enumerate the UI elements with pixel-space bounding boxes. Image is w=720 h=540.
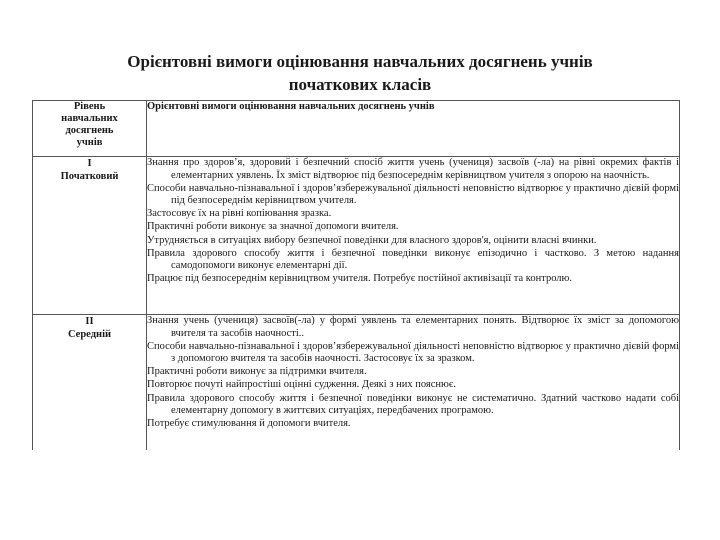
level-cell bbox=[33, 157, 147, 315]
requirements-cell bbox=[147, 157, 680, 315]
requirement-item: Практичні роботи виконує за підтримки вчителя. bbox=[147, 366, 367, 378]
level-roman: II bbox=[85, 316, 94, 327]
level-cell bbox=[33, 315, 147, 451]
header-level-text: Рівень bbox=[73, 101, 106, 112]
level-name: Початковий bbox=[60, 171, 119, 182]
requirement-item: Правила здорового способу життя і безпечної поведінки виконує епізодично і частково. З метою надання самодопомоги виконує елементарні дії. bbox=[147, 247, 679, 272]
requirement-item: Способи навчально-пізнавальної і здоров’язбережувальної діяльності неповністю відтворює у практично дієвій формі з допомогою вчителя та засобів наочності. Застосовує їх за зразком. bbox=[147, 340, 679, 365]
table-header-row bbox=[33, 101, 680, 157]
requirement-item: Знання про здоров’я, здоровий і безпечний спосіб життя учень (учениця) засвоїв (-ла) на рівні окремих фактів і елементарних уявлень. Їх зміст відтворює під безпосереднім керівництвом учителя з опорою на наочність. bbox=[147, 157, 679, 181]
document-title-line2: початкових класів bbox=[288, 75, 432, 94]
document-title: Орієнтовні вимоги оцінювання навчальних досягнень учнів bbox=[127, 52, 593, 71]
requirement-item: Способи навчально-пізнавальної і здоров’язбережувальної діяльності неповністю відтворює у практично дієвій формі під безпосереднім керівництвом учителя. bbox=[147, 182, 679, 207]
level-roman: I bbox=[87, 158, 92, 169]
requirement-item: Повторює почуті найпростіші оцінні судження. Деякі з них пояснює. bbox=[147, 379, 456, 391]
requirement-item: Потребує стимулювання й допомоги вчителя. bbox=[147, 418, 351, 430]
requirement-item: Утрудняється в ситуаціях вибору безпечної поведінки для власного здоров'я, оцінити власні вчинки. bbox=[147, 234, 597, 246]
header-requirements-cell: Орієнтовні вимоги оцінювання навчальних досягнень учнів bbox=[147, 101, 680, 157]
assessment-table bbox=[32, 100, 680, 450]
header-level-text: досягнень bbox=[65, 125, 114, 136]
table-row-average-level bbox=[33, 315, 680, 451]
table-row-initial-level bbox=[33, 157, 680, 315]
requirement-item: Практичні роботи виконує за значної допомоги вчителя. bbox=[147, 221, 399, 233]
header-level-cell bbox=[33, 101, 147, 157]
requirement-item: Застосовує їх на рівні копіювання зразка. bbox=[147, 208, 332, 220]
header-level-text: учнів bbox=[76, 137, 103, 148]
requirement-item: Працює під безпосереднім керівництвом учителя. Потребує постійної активізації та контролю. bbox=[147, 273, 573, 285]
requirements-cell bbox=[147, 315, 680, 451]
requirement-item: Знання учень (учениця) засвоїв(-ла) у формі уявлень та елементарних понять. Відтворює їх зміст за допомогою вчителя та засобів наочності.. bbox=[147, 315, 679, 339]
header-level-text: навчальних bbox=[61, 113, 118, 124]
requirement-item: Правила здорового способу життя і безпечної поведінки виконує не систематично. Здатний частково надати собі елементарну допомогу в життєвих ситуаціях, передбачених програмою. bbox=[147, 392, 679, 417]
level-name: Середній bbox=[67, 329, 112, 340]
